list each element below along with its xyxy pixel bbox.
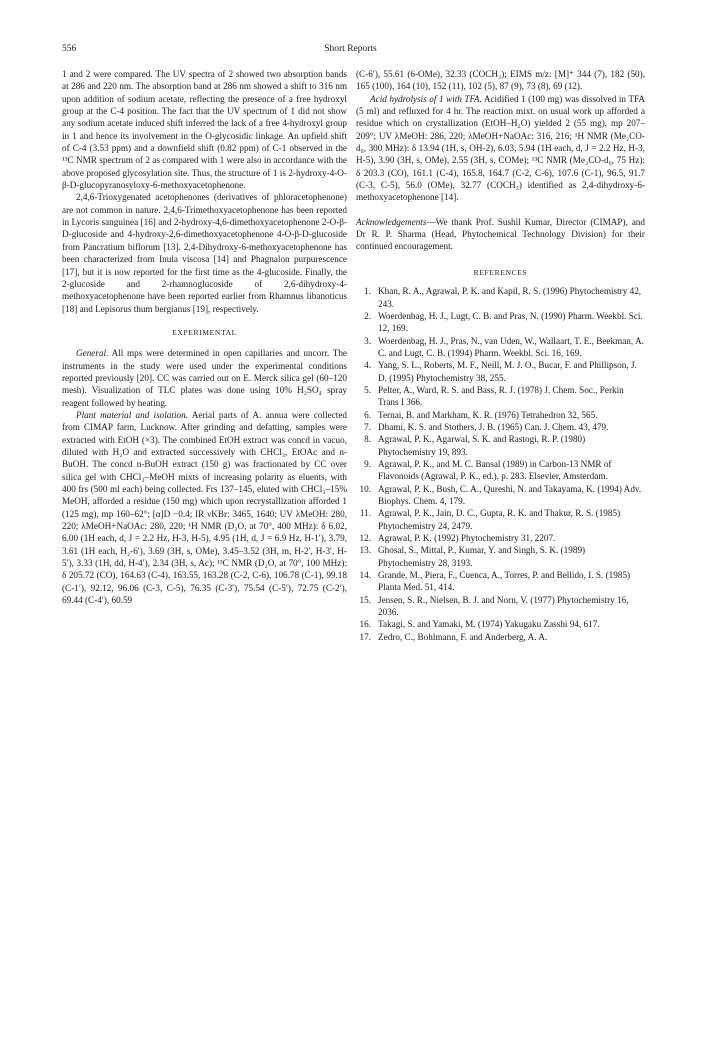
paragraph-body: Acidified 1 (100 mg) was dissolved in TFA (5 ml) and refluxed for 4 hr. The reaction mixt. on usual work up afforded a residue which on crystallization (EtOH–H₂O) yielded 2 (55 mg), mp 207–209°; UV λMeOH: 286, 220; λMeOH+NaOAc: 316, 216; ¹H NMR (Me₂CO-d₆, 300 MHz): δ 13.94 (1H, s, OH-2), 6.03, 5.94 (1H each, d, J = 2.2 Hz, H-3, H-5), 3.90 (3H, s, OMe), 2.55 (3H, s, COMe); ¹³C NMR (Me₂CO-d₆, 75 Hz): δ 203.3 (CO), 161.1 (C-4), 165.8, 164.7 (C-2, C-6), 107.6 (C-1), 96.5, 91.7 (C-3, C-5), 56.0 (OMe), 32.77 (COCH₃) identified as 2,4-dihydroxy-6-methoxyacetophenone [14]. — [356, 93, 646, 203]
reference-number: 3. — [364, 335, 371, 346]
reference-number: 13. — [359, 545, 371, 556]
paragraph-body: Aerial parts of A. annua were collected from CIMAP farm, Lucknow. After grinding and defatting, samples were extracted with EtOH (×3). The combined EtOH extract was concd in vacuo, diluted with H₂O and extracted successively with CHCl₃, EtOAc and n-BuOH. The concd n-BuOH extract (150 g) was fractionated by CC over silica gel with CHCl₃–MeOH mixts of increasing polarity as eluents, with 400 frs (500 ml each) being collected. Frs 137–145, eluted with CHCl₃–15% MeOH, afforded a residue (150 mg) which upon recrystallization afforded 1 (125 mg), mp 160–62°; [α]D −0.4; IR νKBr: 3465, 1640; UV λMeOH: 280, 220; λMeOH+NaOAc: 280, 220; ¹H NMR (D₂O, at 70°, 400 MHz): δ 6.02, 6.00 (1H each, d, J = 2.2 Hz, H-3, H-5), 4.95 (1H, d, J = 6.9 Hz, H-1′), 3.79, 3.61 (1H each, H₂-6′), 3.69 (3H, s, OMe), 3.45–3.52 (3H, m, H-2′, H-3′, H-5′), 3.33 (1H, dd, H-4′), 2.34 (3H, s, Ac); ¹³C NMR (D₂O, at 70°, 100 MHz): δ 205.72 (CO), 164.63 (C-4), 163.55, 163.28 (C-2, C-6), 106.78 (C-1), 99.18 (C-1′), 92.12, 96.06 (C-3, C-5), 76.35 (C-3′), 75.54 (C-5′), 72.75 (C-2′), 69.44 (C-4′), 60.59 — [62, 409, 348, 606]
reference-item — [356, 285, 645, 310]
reference-item — [356, 507, 645, 532]
reference-list — [356, 285, 645, 643]
discussion-paragraph: 1 and 2 were compared. The UV spectra of 2 showed two absorption bands at 286 and 220 nm. The absorption band at 286 nm showed a shift to 316 nm upon addition of sodium acetate, reflecting the presence of a free hydroxyl group at the C-4 position. The fact that the UV spectrum of 1 did not show any sodium acetate induced shift inferred the lack of a free 4-hydroxyl group in 1 and hence its involvement in the O-glycosidic linkage. An upfield shift of C-4 (3.53 ppm) and a downfield shift (0.82 ppm) of C-1 observed in the ¹³C NMR spectrum of 2 as compared with 1 were also in accordance with the above proposed glycosylation site. Thus, the structure of 1 is 2-hydroxy-4-O-β-D-glucopyranosyloxy-6-methoxyacetophenone. — [62, 69, 347, 191]
reference-text: Zedro, C., Bohlmann, F. and Anderberg, A. A. — [378, 631, 548, 642]
reference-number: 2. — [364, 310, 371, 321]
reference-number: 4. — [364, 360, 371, 371]
reference-text: Ternai, B. and Markham, K. R. (1976) Tetrahedron 32, 565. — [378, 409, 598, 420]
reference-item — [356, 409, 645, 421]
reference-text: Dhami, K. S. and Stothers, J. B. (1965) Can. J. Chem. 43, 479. — [378, 421, 609, 432]
reference-number: 16. — [359, 619, 371, 630]
reference-text: Yang, S. L., Roberts, M. F., Neill, M. J. O., Bucar, F. and Phillipson, J. D. (1995) Phytochemistry 38, 255. — [378, 360, 637, 383]
reference-text: Ghosal, S., Mittal, P., Kumar, Y. and Singh, S. K. (1989) Phytochemistry 28, 3193. — [378, 545, 586, 568]
reference-item — [356, 433, 645, 458]
reference-item — [356, 594, 645, 619]
reference-number: 10. — [359, 483, 371, 494]
reference-text: Agrawal, P. K., Jain, D. C., Gupta, R. K. and Thakur, R. S. (1985) Phytochemistry 24, 2479. — [378, 508, 621, 531]
reference-item — [356, 483, 645, 508]
reference-item — [356, 310, 645, 335]
reference-text: Pelter, A., Ward, R. S. and Bass, R. J. (1978) J. Chem. Soc., Perkin Trans I 366. — [378, 384, 624, 408]
reference-number: 5. — [364, 384, 371, 395]
reference-item — [356, 618, 645, 630]
reference-item — [356, 359, 645, 384]
reference-text: Grande, M., Piera, F., Cuenca, A., Torres, P. and Bellido, I. S. (1985) Planta Med. 51, 414. — [378, 570, 631, 593]
reference-text: Agrawal, P. K., and M. C. Bansal (1989) in Carbon-13 NMR of Flavonoids (Agrawal, P. K., ed.), p. 283. Elsevier, Amsterdam. — [378, 458, 612, 482]
reference-text: Agrawal, P. K. (1992) Phytochemistry 31, 2207. — [378, 533, 556, 544]
reference-number: 11. — [359, 508, 371, 519]
acknowledgements-label: Acknowledgements — [356, 216, 427, 227]
reference-item — [356, 569, 645, 594]
reference-item — [356, 532, 645, 544]
reference-number: 9. — [364, 458, 371, 469]
reference-text: Woerdenbag, H. J., Lugt, C. B. and Pras, N. (1990) Pharm. Weekbl. Sci. 12, 169. — [378, 310, 643, 334]
reference-number: 8. — [364, 434, 371, 445]
continued-paragraph: (C-6′), 55.61 (6-OMe), 32.33 (COCH₃); EIMS m/z: [M]⁺ 344 (7), 182 (50), 165 (100), 164 (10), 152 (11), 102 (5), 87 (9), 73 (8), 69 (12). — [356, 69, 645, 92]
reference-text: Agrawal, P. K., Bush, C. A., Qureshi, N. and Takayama, K. (1994) Adv. Biophys. Chem. 4, 179. — [378, 483, 642, 506]
reference-number: 12. — [359, 533, 371, 544]
paragraph-run-in-heading: Plant material and isolation. — [76, 409, 188, 420]
reference-item — [356, 421, 645, 433]
reference-text: Jensen, S. R., Nielsen, B. J. and Norn, V. (1977) Phytochemistry 16, 2036. — [378, 594, 629, 618]
reference-item — [356, 544, 645, 569]
running-title: Short Reports — [324, 44, 377, 54]
reference-number: 17. — [359, 631, 371, 642]
reference-item — [356, 384, 645, 409]
section-heading-references: REFERENCES — [473, 267, 528, 277]
acknowledgements-text: —We thank Prof. Sushil Kumar, Director (CIMAP), and Dr R. P. Sharma (Head, Phytochemical Technology Division) for their continued encouragement. — [356, 216, 645, 252]
reference-number: 14. — [359, 570, 371, 581]
reference-text: Takagi, S. and Yamaki, M. (1974) Yakugaku Zasshi 94, 617. — [378, 619, 600, 630]
paragraph-run-in-heading: Acid hydrolysis of 1 with TFA. — [370, 93, 482, 104]
reference-number: 6. — [364, 409, 371, 420]
reference-item — [356, 335, 645, 360]
reference-item — [356, 631, 645, 643]
acid-hydrolysis-paragraph — [356, 93, 645, 204]
section-heading-experimental: EXPERIMENTAL — [172, 327, 237, 337]
experimental-general-paragraph — [62, 347, 347, 409]
reference-text: Khan, R. A., Agrawal, P. K. and Kapil, R. S. (1996) Phytochemistry 42, 243. — [378, 286, 642, 309]
discussion-paragraph: 2,4,6-Trioxygenated acetophenones (derivatives of phloracetophenone) are not common in nature. 2,4,6-Trimethoxyacetophenone has been reported in Lycoris sanguinea [16] and 2-hydroxy-4,6-dimethoxyacetophenone 2-O-β-D-glucoside and 4-hydroxy-2,6-dimethoxyacetophenone 4-O-β-D-glucoside from Pancratium biflorum [13]. 2,4-Dihydroxy-6-methoxyacetophenone has been characterized from Inula viscosa [14] and Phagnalon purpurescence [17], but it is now reported for the first time as the 4-glucoside. Finally, the 2-glucoside and 2-rhamnoglucoside of 2,6-dihydroxy-4-methoxyacetophenone have been reported earlier from Rhamnus libanoticus [18] and Lepisorus thum bergianus [19], respectively. — [62, 192, 347, 314]
reference-number: 15. — [359, 594, 371, 605]
paragraph-body: All mps were determined in open capillaries and uncorr. The instruments in the study were used under the experimental conditions reported previously [20]. CC was carried out on E. Merck silica gel (60–120 mesh). Visualization of TLC plates was done using 10% H₂SO₄ spray reagent followed by heating. — [62, 348, 347, 408]
plant-material-paragraph — [62, 409, 347, 607]
right-column — [356, 68, 645, 643]
left-column — [62, 68, 347, 606]
reference-number: 1. — [364, 286, 371, 297]
page-number: 556 — [62, 44, 77, 54]
acknowledgements-paragraph — [356, 216, 645, 253]
reference-text: Woerdenbag, H. J., Pras, N., van Uden, W., Wallaart, T. E., Beekman, A. C. and Lugt, C. B. (1994) Pharm. Weekbl. Sci. 16, 169. — [378, 335, 644, 358]
reference-item — [356, 458, 645, 483]
reference-number: 7. — [364, 421, 371, 432]
paragraph-run-in-heading: General. — [76, 348, 109, 359]
reference-text: Agrawal, P. K., Agarwal, S. K. and Rastogi, R. P. (1980) Phytochemistry 19, 893. — [378, 434, 586, 457]
